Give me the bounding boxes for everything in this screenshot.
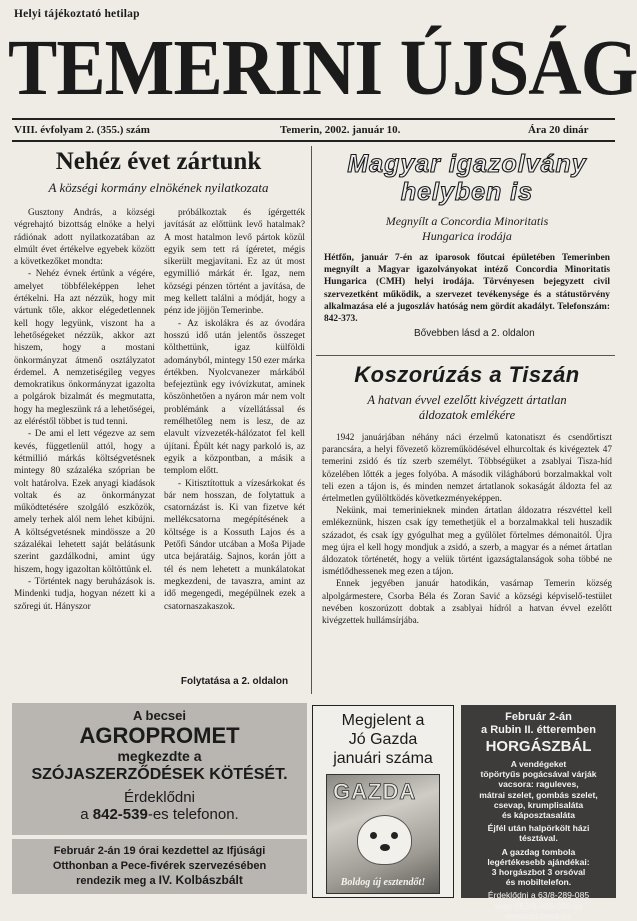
article-2-more: Bővebben lásd a 2. oldalon	[414, 328, 535, 340]
article-2-headline-line-1: Magyar igazolvány	[347, 150, 587, 178]
ad-jogazda-line-2: Jó Gazda	[348, 731, 418, 748]
article-2-subhead-line-1: Megnyílt a Concordia Minoritatis	[385, 214, 549, 228]
ad-jogazda-line-1: Megjelent a	[341, 712, 425, 729]
ad-horgaszbal-title: HORGÁSZBÁL	[485, 738, 592, 755]
article-3-body	[318, 431, 616, 626]
ad-agropromet-line-3: megkezdte a	[117, 748, 202, 764]
ad-agropromet	[12, 703, 307, 835]
ad-agropromet-company: AGROPROMET	[79, 723, 240, 748]
ad-jogazda-line-3: januári száma	[333, 750, 433, 767]
masthead-rule	[12, 118, 615, 120]
ad-agropromet-prefix: a	[80, 806, 93, 823]
article-1-column-1	[14, 207, 155, 697]
paragraph: - Kitisztítottuk a vízesárkokat és bár nem hosszan, de folytattuk a csatornázást is. Ki van fizetve két mellékcsatorna megépítésének a költsége is a Kossuth Lajos és a Petőfi Sándor utcában a Moša Pijade utca bejáratáig. Sajnos, korán jött a tél és nem lehetett a munkálatokat megkezdeni, de tavaszra, amint az idő megengedi, megépülnek ezek a csatornaszakaszok.	[164, 478, 305, 612]
article-3-subhead-line-2: áldozatok emlékére	[418, 408, 516, 422]
ad-horgaszbal-line-13: legértékesebb ajándékai:	[487, 856, 590, 867]
ad-kolbaszbal-line-3	[12, 873, 307, 889]
section-divider	[316, 355, 615, 356]
ad-horgaszbal-line-9: és káposztasaláta	[501, 810, 576, 821]
ad-horgaszbal-line-15: és mobiltelefon.	[505, 877, 572, 888]
ad-kolbaszbal-line-2: Otthonban a Pece-fivérek szervezésében	[52, 859, 267, 872]
paragraph: - Nehéz évnek értünk a végére, amelyet többféleképpen lehet értékelni. Ha azt nézzük, hogy mit vártunk tőle, akkor elégedetlennek kell hogy legyünk, viszont ha a lehetőségeket nézzük, akkor azt hiszem, hogy a mostani önkormányzat átmenő osztályzatot érdemel. A nemzetiségileg vegyes demokratikus önkormányzat igazolta a polgárok bizalmát és megmutatta, hogy ha megleszünk rá a lehetőségei, az eléréstől többet is tud tenni.	[14, 269, 155, 428]
magazine-cover-caption: Boldog új esztendőt!	[340, 877, 426, 888]
paragraph: - Történtek nagy beruházások is. Mindenki tudja, hogyan nézett ki a szőregi út. Hányszor	[14, 576, 155, 612]
magazine-cover-image	[326, 774, 440, 894]
magazine-cover-title: GAZDA	[333, 779, 417, 804]
article-2-subhead-line-2: Hungarica irodája	[422, 229, 512, 243]
article-1-headline: Nehéz évet zártunk	[55, 148, 262, 175]
ad-agropromet-phone-line	[12, 806, 307, 823]
ad-kolbaszbal	[12, 839, 307, 894]
ad-horgaszbal-line-10: Éjfél után halpörkölt házi	[487, 823, 590, 834]
masthead-rule-bottom	[12, 140, 615, 142]
newspaper-title: TEMERINI ÚJSÁG	[8, 25, 637, 112]
ad-horgaszbal-line-1: Február 2-án	[505, 711, 572, 723]
article-1-subhead: A községi kormány elnökének nyilatkozata	[48, 180, 269, 195]
puppy-illustration	[357, 815, 412, 865]
article-2-body: Hétfőn, január 7-én az iparosok főutcai épületében Temerinben megnyílt a Magyar igazolványokat intéző Concordia Minoritatis Hungarica (CMH) helyi irodája. Törvényesen bejegyzett civil szervezetként működik, a szervezet tevékenysége és a státustörvény alkalmazása elé a jugoszláv hatóság nem gördít akadályt. Telefonszám: 842-373.	[324, 253, 610, 325]
ad-horgaszbal-line-17: vagy 063/8-485-330-as	[494, 900, 583, 911]
ad-horgaszbal-line-12: A gazdag tombola	[501, 846, 576, 857]
ad-horgaszbal-line-16: Érdeklődni a 63/8-289-085	[487, 890, 590, 901]
ad-agropromet-line-1: A becsei	[133, 708, 186, 723]
article-2	[318, 150, 616, 339]
ad-horgaszbal-line-11: tésztával.	[519, 833, 558, 844]
issue-price: Ára 20 dinár	[528, 124, 589, 136]
article-1-column-2	[164, 207, 305, 667]
article-1-header	[12, 148, 305, 195]
masthead-tagline: Helyi tájékoztató hetilap	[14, 8, 140, 20]
ad-horgaszbal-line-7: mátrai szelet, gombás szelet,	[479, 789, 598, 800]
article-3-headline: Koszorúzás a Tiszán	[354, 362, 580, 387]
paragraph: - Az iskolákra és az óvodára hosszú idő után jelentős összeget költhettünk, igaz külföldi adományból, mintegy 150 ezer márka értékben. Nyolcvanezer márkából befejeztünk egy ivóvízkutat, aminek köszönhetően a nyáron már nem volt problémánk a vízellátással és remélhetőleg nem is lesz, de az elavult vízvezeték-hálózatot fel kell újítani. Épült két nagy parkoló is, az egyik a központban, a másik a templom előtt.	[164, 318, 305, 477]
article-1-continued: Folytatása a 2. oldalon	[180, 676, 289, 687]
ad-agropromet-phone: 842-539	[92, 806, 148, 823]
ad-agropromet-line-5: Érdeklődni	[124, 789, 195, 806]
ad-agropromet-line-4: SZÓJASZERZŐDÉSEK KÖTÉSÉT.	[31, 766, 288, 783]
paragraph: Gusztony András, a községi végrehajtó bizottság elnöke a helyi rádiónak adott nyilatkozatában az elmúlt évet értékelve egyebek között a következőket mondta:	[14, 208, 155, 268]
ad-kolbaszbal-prefix: rendezik meg a	[76, 875, 159, 887]
ad-horgaszbal-line-4: A vendégeket	[510, 759, 567, 769]
issue-number: VIII. évfolyam 2. (355.) szám	[14, 124, 150, 136]
issue-date: Temerin, 2002. január 10.	[280, 124, 401, 136]
ad-horgaszbal	[461, 705, 616, 921]
paragraph: 1942 januárjában néhány náci érzelmű katonatiszt és csendőrtiszt parancsára, a helyi fővezető közreműködésével elhurcoltak és kivégeztek 47 temerini zsidó és tíz szerb személyt. Többségüket a zsablyai Tisza-híd közelében lőtték a jeges folyóba. A második világháború borzalmakkal volt teli ezen a tájon is, és minden nemzet ártatlanok sokaságát áldozta fel az értelmetlen gyűlöltködés következményeképpen.	[322, 432, 612, 504]
column-divider	[311, 146, 312, 694]
ad-kolbaszbal-event: IV. Kolbászbált	[158, 873, 243, 887]
article-3	[318, 362, 616, 626]
ad-horgaszbal-line-8: csevap, krumplisaláta	[493, 799, 584, 810]
ad-agropromet-suffix: -es telefonon.	[147, 806, 239, 823]
ad-jogazda	[312, 705, 454, 898]
paragraph: próbálkoztak és ígérgették javítását az előttünk levő hatalmak? A most hatalmon levő pártok közül egyik sem tett rá ígéretet, mégis sikerült megjavítani. Ez az út most egymillió márkát ér. Igaz, nem községi pénzen történt a javítása, de meg kellett találni a módját, hogy a pénz ide jöjjön Temerinbe.	[164, 208, 305, 317]
ad-horgaszbal-line-5: töpörtyűs pogácsával várják	[480, 769, 597, 780]
ad-horgaszbal-line-2: a Rubin II. étteremben	[481, 724, 596, 736]
article-3-subhead-line-1: A hatvan évvel ezelőtt kivégzett ártatlan	[367, 393, 567, 407]
ad-horgaszbal-line-18: telefonszámokon.	[504, 910, 573, 921]
paragraph: Nekünk, mai temerinieknek minden ártatlan áldozatra részvéttel kell emlékeznünk, hiszen csak így temethetjük el a borzalmakkal teli huszadik századot, és csak így gyógulhat meg a gyűlölet förtelmes démonaitól. Újra meg újra el kell hogy mondjuk a zsidó, a szerb, a magyar és a német ártatlan áldozatok történetét, hogy a velük történt igazságtalanságok soha többé ne ismétlődhessenek meg ezen a tájon.	[322, 505, 612, 577]
ad-horgaszbal-line-14: 3 horgászbot 3 orsóval	[491, 867, 586, 878]
paragraph: - De ami el lett végezve az sem kevés, függetlenül attól, hogy a kétmillió márkás költségvetésnek mintegy 80 százaléka szóprian be volt határolva. Ezek anyagi kiadások voltak és az önkormányzat működtetésére szolgáló eszközök, amely terhek alól nem lehet kibújni. A költségvetésnek mindössze a 20 százalékai lehetett saját belátásunk szerint gazdálkodni, amint úgy hiszem, hogy igazoltan költöttünk el.	[14, 429, 155, 575]
ad-kolbaszbal-line-1: Február 2-án 19 órai kezdettel az Ifjúsági	[53, 845, 266, 857]
paragraph: Ennek jegyében január hatodikán, vasárnap Temerin község alpolgármestere, Csorba Béla és Zoran Savić a községi képviselő-testület nevében koszorúzott dobtak a zsablyai hídról a hatvan évvel ezelőtt kivégzettek hullámsírjába.	[322, 578, 612, 626]
article-2-headline-line-2: helyben is	[400, 178, 534, 206]
ad-horgaszbal-line-6: vacsora: raguleves,	[498, 779, 579, 790]
